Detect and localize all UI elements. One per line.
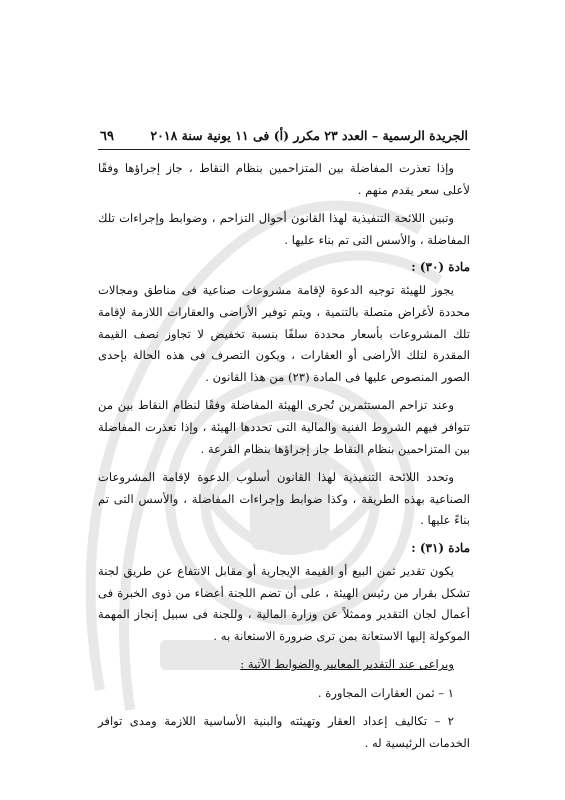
list-item: ١ – ثمن العقارات المجاورة . [317,685,454,700]
paragraph: وتحدد اللائحة التنفيذية لهذا القانون أسلوب الدعوة لإقامة المشروعات الصناعية بهذه الطريقة ، وكذا ضوابط وإجراءات المفاضلة ، والأسس التى تم بناءً عليها . [98,470,470,528]
gazette-title: الجريدة الرسمية – العدد ٢٣ مكرر (أ) فى ١١ يونية سنة ٢٠١٨ [150,128,468,143]
article-heading-30: مادة (٣٠) : [411,260,470,275]
page-header [98,128,470,150]
paragraph: يكون تقدير ثمن البيع أو القيمة الإيجارية أو مقابل الانتفاع عن طريق لجنة تشكل بقرار من رئيس الهيئة ، على أن تضم اللجنة أعضاء من ذوى الخبرة فى أعمال لجان التقدير وممثلاً عن وزارة المالية ، وللجنة فى سبيل إنجاز المهمة الموكولة إليها الاستعانة بمن ترى ضرورة الاستعانة به . [98,563,470,643]
criteria-heading: ويراعى عند التقدير المعايير والضوابط الآتية : [240,657,454,672]
list-item: ٢ – تكاليف إعداد العقار وتهيئته والبنية الأساسية اللازمة ومدى توافر الخدمات الرئيسية له . [98,714,470,751]
page-number: ٦٩ [100,129,114,144]
article-heading-31: مادة (٣١) : [411,540,470,555]
document-body [98,150,470,755]
paragraph: وإذا تعذرت المفاضلة بين المتزاحمين بنظام النقاط ، جاز إجراؤها وفقًا لأعلى سعر يقدم منهم . [98,161,470,197]
document-page [98,128,470,762]
paragraph: وعند تزاحم المستثمرين تُجرى الهيئة المفاضلة وفقًا لنظام النقاط بين من تتوافر فيهم الشروط الفنية والمالية التى تحددها الهيئة ، وإذا تعذرت المفاضلة بين المتزاحمين بنظام النقاط جاز إجراؤها بنظام القرعة . [98,398,470,456]
paragraph: وتبين اللائحة التنفيذية لهذا القانون أحوال التزاحم ، وضوابط وإجراءات تلك المفاضلة ، والأسس التى تم بناء عليها . [98,211,470,247]
paragraph: يجوز للهيئة توجيه الدعوة لإقامة مشروعات صناعية فى مناطق ومجالات محددة لأغراض متصلة بالتنمية ، ويتم توفير الأراضى والعقارات اللازمة لإقامة تلك المشروعات بأسعار محددة سلفًا بنسبة تخفيض لا تجاوز نصف القيمة المقدرة لتلك الأراضى أو العقارات ، ويكون التصرف فى هذه الحالة بإحدى الصور المنصوص عليها فى المادة (٢٣) من هذا القانون . [98,283,470,384]
